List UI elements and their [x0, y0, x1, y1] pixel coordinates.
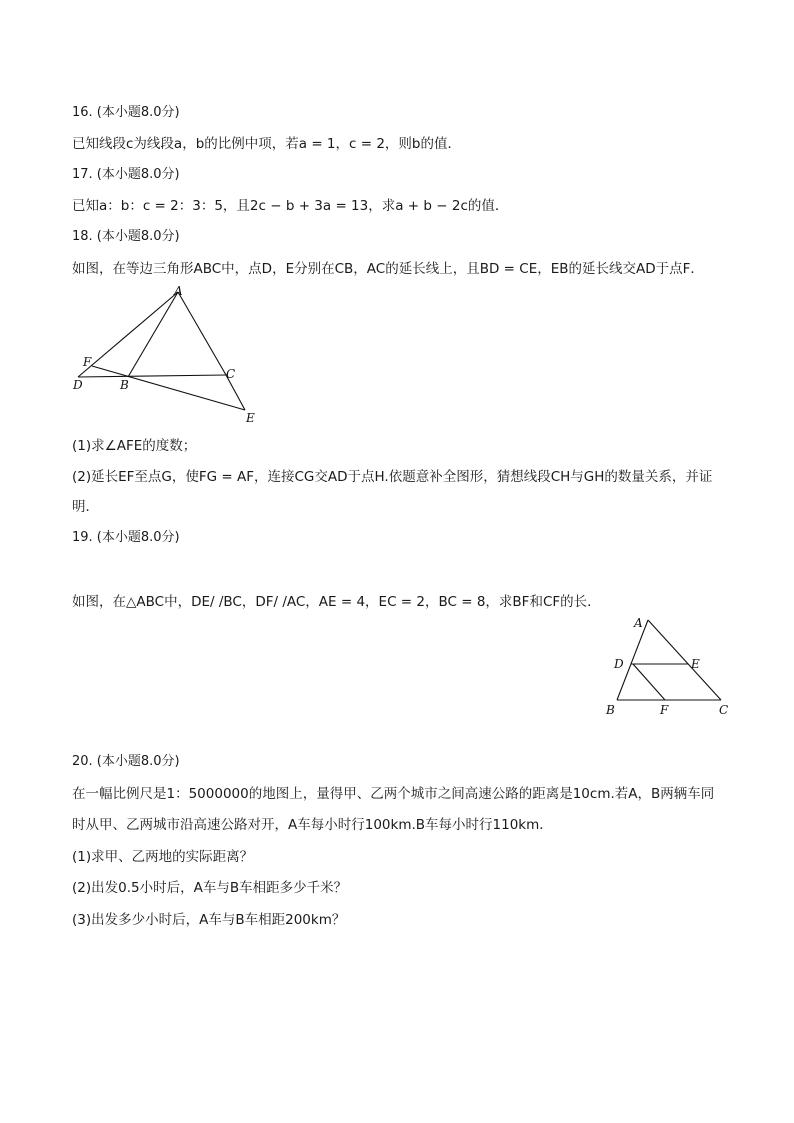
point-label-f: F: [83, 355, 92, 369]
question-20-part-3: (3)出发多少小时后，A车与B车相距200km？: [72, 912, 346, 928]
point-label-c: C: [226, 367, 236, 381]
question-19-header: 19. (本小题8.0分): [72, 530, 180, 545]
segment-fe: [92, 366, 245, 410]
point-label-a: A: [634, 616, 643, 630]
question-20-text-1: 在一幅比例尺是1：5000000的地图上，量得甲、乙两个城市之间高速公路的距离是10cm.若A，B两辆车同: [72, 786, 715, 802]
question-20-part-1: (1)求甲、乙两地的实际距离？: [72, 849, 254, 865]
question-20-header: 20. (本小题8.0分): [72, 754, 180, 769]
question-17-text: 已知a：b：c = 2：3：5，且2c − b + 3a = 13，求a + b − 2c的值．: [72, 198, 509, 214]
point-label-e: E: [691, 657, 700, 671]
question-16-text: 已知线段c为线段a，b的比例中项，若a = 1，c = 2，则b的值．: [72, 136, 461, 152]
segment-ac: [648, 620, 721, 700]
question-18-text: 如图，在等边三角形ABC中，点D，E分别在CB，AC的延长线上，且BD = CE，EB的延长线交AD于点F．: [72, 261, 704, 277]
point-label-d: D: [73, 378, 83, 392]
point-label-a: A: [174, 284, 183, 298]
point-label-c: C: [719, 703, 729, 717]
segment-db: [78, 375, 226, 377]
question-18-part-1: (1)求∠AFE的度数；: [72, 438, 197, 454]
segment-df: [633, 664, 665, 700]
question-19-text: 如图，在△ABC中，DE/ /BC，DF/ /AC，AE = 4，EC = 2，BC = 8，求BF和CF的长．: [72, 594, 601, 610]
question-18-part-2-cont: 明．: [72, 499, 99, 515]
question-20-text-2: 时从甲、乙两城市沿高速公路对开，A车每小时行100km.B车每小时行110km．: [72, 817, 553, 833]
segment-ab: [128, 292, 178, 377]
point-label-b: B: [120, 378, 129, 392]
point-label-b: B: [606, 703, 615, 717]
question-18-part-2: (2)延长EF至点G，使FG = AF，连接CG交AD于点H.依题意补全图形，猜想线段CH与GH的数量关系，并证: [72, 469, 713, 485]
question-18-figure: [70, 284, 270, 428]
point-label-f: F: [660, 703, 669, 717]
question-19-figure: [600, 612, 740, 720]
segment-ac: [178, 292, 226, 375]
point-label-d: D: [614, 657, 624, 671]
question-20-part-2: (2)出发0.5小时后，A车与B车相距多少千米？: [72, 880, 348, 896]
question-16-header: 16. (本小题8.0分): [72, 105, 180, 120]
question-17-header: 17. (本小题8.0分): [72, 167, 180, 182]
segment-ad: [78, 292, 178, 377]
point-label-e: E: [246, 411, 255, 425]
question-18-header: 18. (本小题8.0分): [72, 229, 180, 244]
